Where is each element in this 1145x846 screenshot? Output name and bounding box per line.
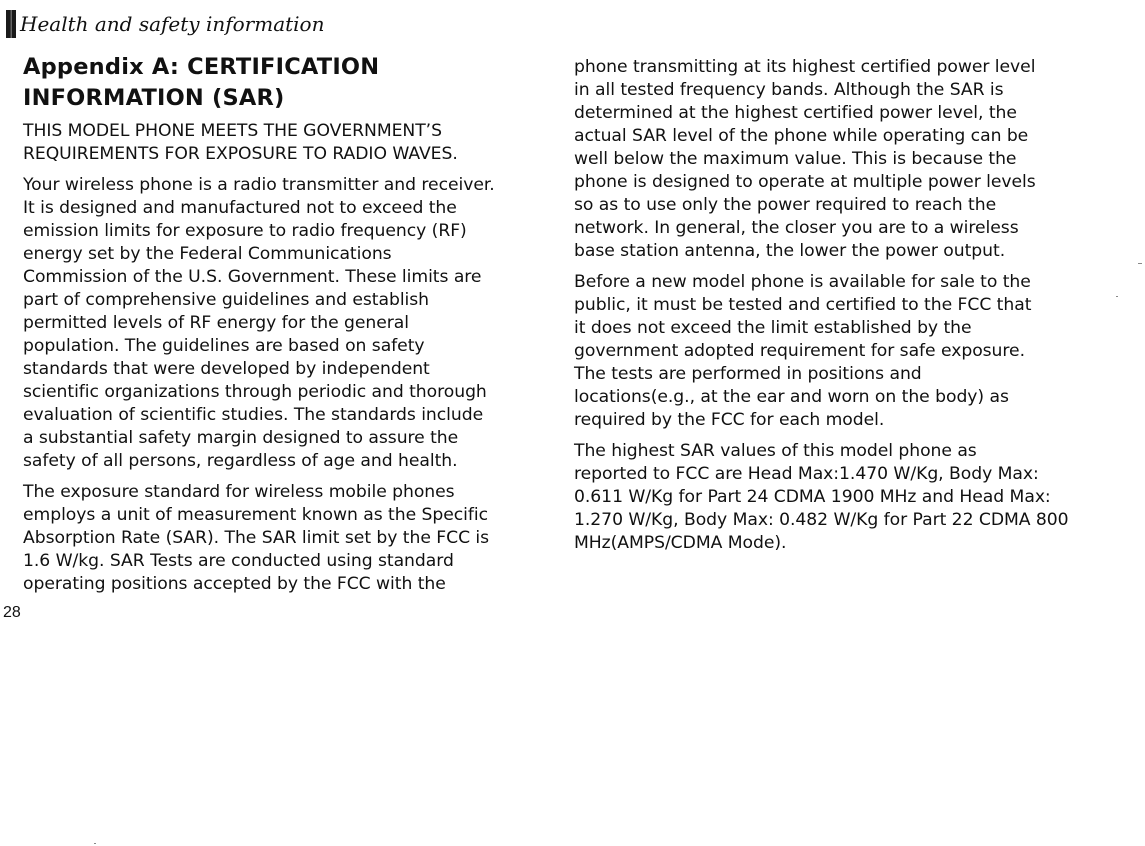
page-header	[6, 8, 324, 40]
rf-emission-limits-paragraph: Your wireless phone is a radio transmitter and receiver. It is designed and manufactured not to exceed the emission limits for exposure to radio frequency (RF) energy set by the Federal Communications Commission of the U.S. Government. These limits are part of comprehensive guidelines and establish permitted levels of RF energy for the general population. The guidelines are based on safety standards that were developed by independent scientific organizations through periodic and thorough evaluation of scientific studies. The standards include a substantial safety margin designed to assure the safety of all persons, regardless of age and health.	[23, 175, 495, 471]
header-marker-icon	[6, 10, 16, 38]
scan-artifact-mark	[1116, 296, 1118, 297]
scan-artifact-mark	[94, 843, 96, 844]
page-number: 28	[3, 604, 21, 621]
left-column	[23, 120, 538, 604]
section-heading: Appendix A: CERTIFICATION INFORMATION (SAR)	[23, 54, 380, 111]
header-title: Health and safety information	[20, 12, 325, 36]
government-requirements-paragraph: THIS MODEL PHONE MEETS THE GOVERNMENT’S REQUIREMENTS FOR EXPOSURE TO RADIO WAVES.	[23, 121, 458, 164]
sar-values-paragraph: The highest SAR values of this model phone as reported to FCC are Head Max:1.470 W/Kg, Body Max: 0.611 W/Kg for Part 24 CDMA 1900 MHz and Head Max: 1.270 W/Kg, Body Max: 0.482 W/Kg for Part 22 CDMA 800 MHz(AMPS/CDMA Mode).	[574, 441, 1069, 553]
fcc-certification-paragraph: Before a new model phone is available for sale to the public, it must be tested and certified to the FCC that it does not exceed the limit established by the government adopted requirement for safe exposure. The tests are performed in positions and locations(e.g., at the ear and worn on the body) as required by the FCC for each model.	[574, 272, 1032, 430]
power-level-paragraph: phone transmitting at its highest certified power level in all tested frequency bands. Although the SAR is determined at the highest certified power level, the actual SAR level of the phone while operating can be well below the maximum value. This is because the phone is designed to operate at multiple power levels so as to use only the power required to reach the network. In general, the closer you are to a wireless base station antenna, the lower the power output.	[574, 57, 1036, 261]
scan-artifact-mark	[1138, 263, 1142, 264]
right-column	[574, 56, 1134, 563]
sar-standard-paragraph: The exposure standard for wireless mobile phones employs a unit of measurement known as the Specific Absorption Rate (SAR). The SAR limit set by the FCC is 1.6 W/kg. SAR Tests are conducted using standard operating positions accepted by the FCC with the	[23, 482, 490, 594]
